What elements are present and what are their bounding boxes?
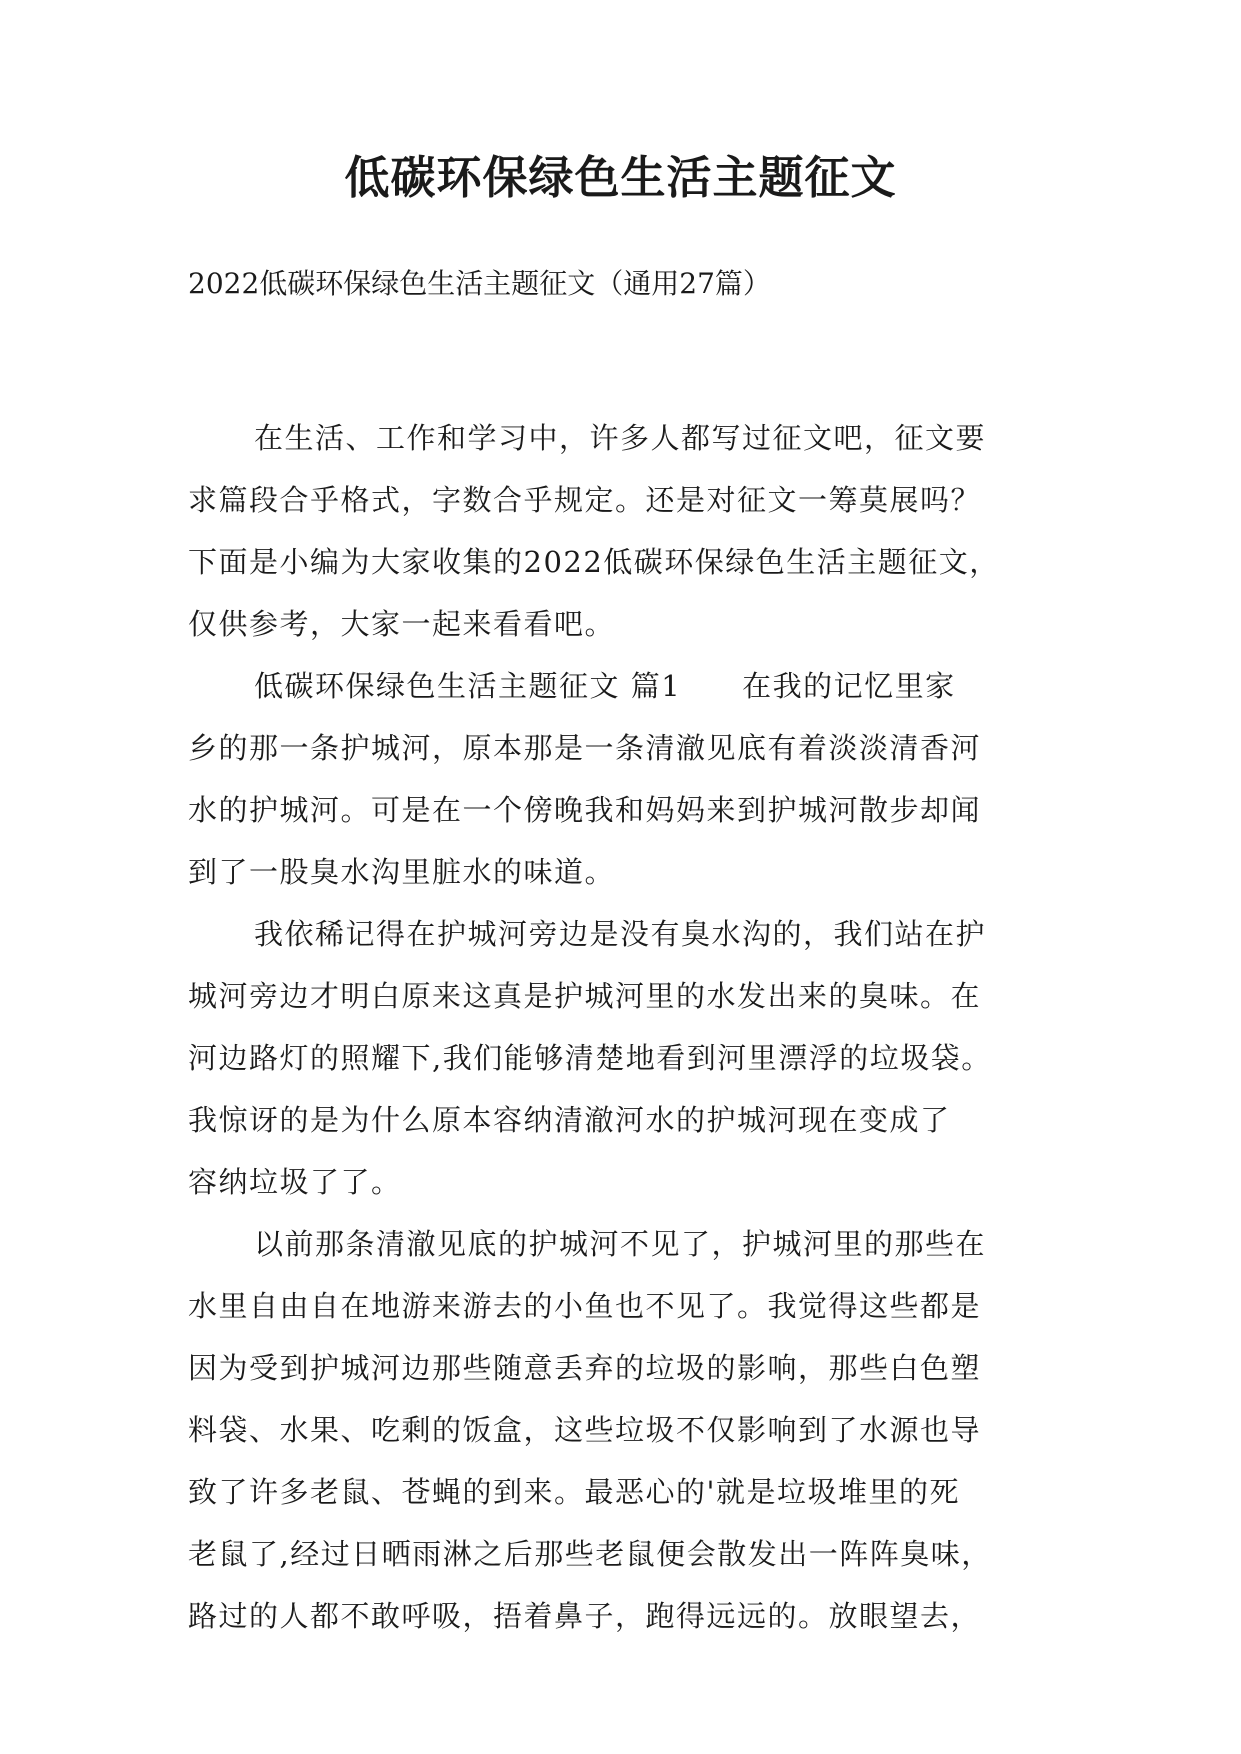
text-line: 城河旁边才明白原来这真是护城河里的水发出来的臭味。在	[188, 979, 982, 1013]
document-subtitle: 2022低碳环保绿色生活主题征文（通用27篇）	[188, 267, 771, 300]
text-line: 到了一股臭水沟里脏水的味道。	[188, 855, 616, 889]
text-line: 以前那条清澈见底的护城河不见了，护城河里的那些在	[254, 1227, 987, 1261]
document-title: 低碳环保绿色生活主题征文	[344, 151, 897, 204]
text-line: 求篇段合乎格式，字数合乎规定。还是对征文一筹莫展吗？	[188, 483, 982, 517]
paragraph	[188, 903, 1056, 1213]
text-line: 水里自由自在地游来游去的小鱼也不见了。我觉得这些都是	[188, 1289, 982, 1323]
text-line: 我惊讶的是为什么原本容纳清澈河水的护城河现在变成了	[188, 1103, 951, 1137]
text-line: 仅供参考，大家一起来看看吧。	[188, 607, 616, 641]
paragraph	[188, 1213, 1056, 1647]
text-line: 料袋、水果、吃剩的饭盒，这些垃圾不仅影响到了水源也导	[188, 1413, 982, 1447]
text-line: 乡的那一条护城河，原本那是一条清澈见底有着淡淡清香河	[188, 731, 982, 765]
text-line: 因为受到护城河边那些随意丢弃的垃圾的影响，那些白色塑	[188, 1351, 982, 1385]
text-line: 致了许多老鼠、苍蝇的到来。最恶心的'就是垃圾堆里的死	[188, 1475, 960, 1509]
text-line: 水的护城河。可是在一个傍晚我和妈妈来到护城河散步却闻	[188, 793, 982, 827]
document-body	[188, 407, 1056, 1647]
text-line: 在生活、工作和学习中，许多人都写过征文吧，征文要	[254, 421, 987, 455]
text-line: 路过的人都不敢呼吸，捂着鼻子，跑得远远的。放眼望去，	[188, 1599, 982, 1633]
paragraph	[188, 407, 1056, 655]
text-line: 老鼠了,经过日晒雨淋之后那些老鼠便会散发出一阵阵臭味，	[188, 1537, 992, 1571]
text-line: 下面是小编为大家收集的2022低碳环保绿色生活主题征文，	[188, 545, 1000, 579]
text-line: 低碳环保绿色生活主题征文 篇1 在我的记忆里家	[254, 669, 956, 703]
text-line: 我依稀记得在护城河旁边是没有臭水沟的，我们站在护	[254, 917, 987, 951]
text-line: 河边路灯的照耀下,我们能够清楚地看到河里漂浮的垃圾袋。	[188, 1041, 992, 1075]
paragraph	[188, 655, 1056, 903]
text-line: 容纳垃圾了了。	[188, 1165, 402, 1199]
